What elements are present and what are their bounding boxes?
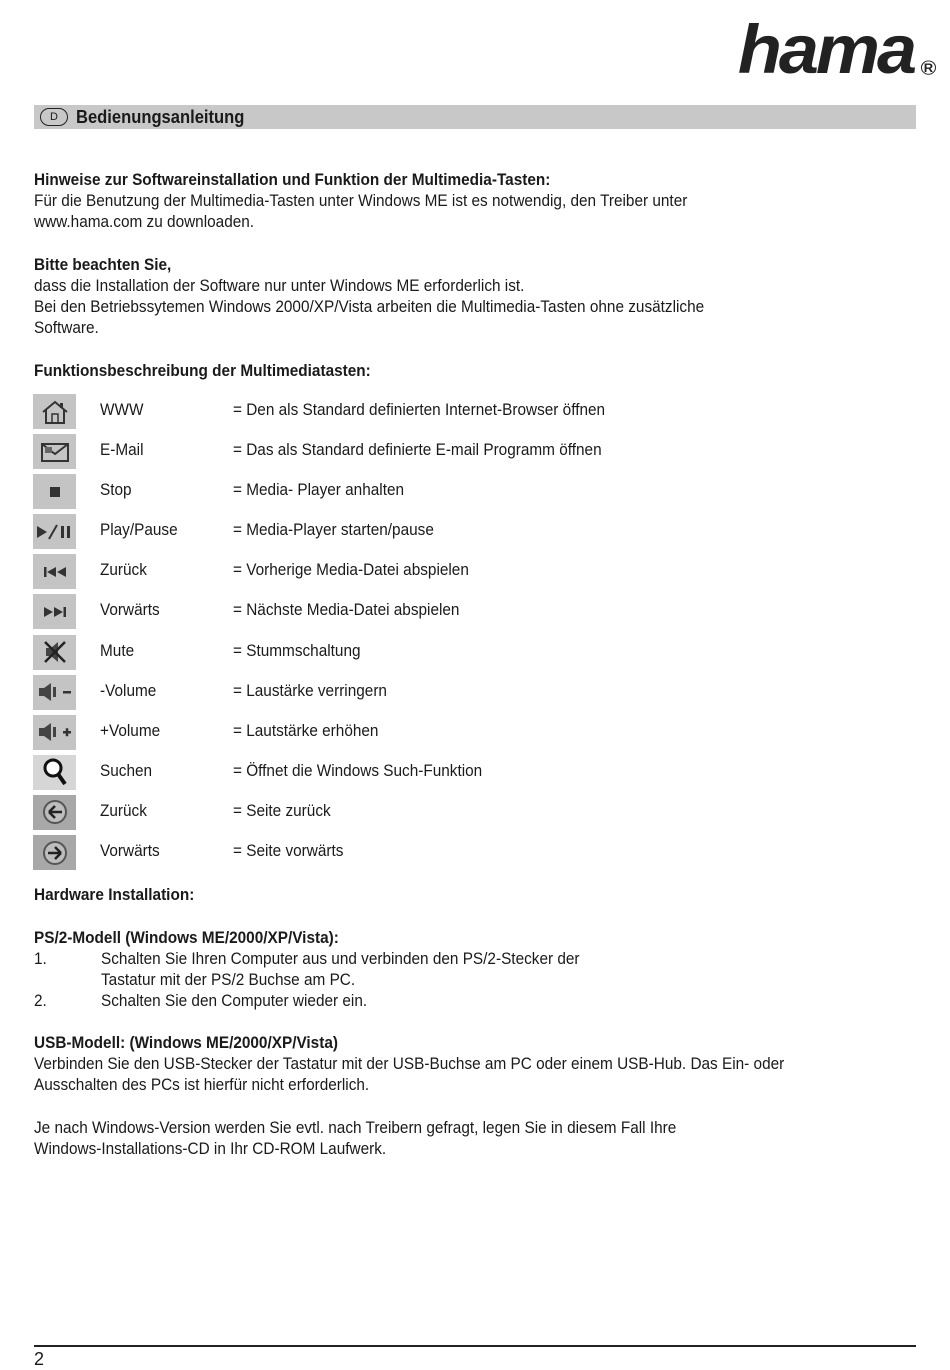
multimedia-key-table: [33, 392, 893, 873]
next-track-icon: [33, 594, 76, 629]
section-header-bar: [34, 105, 916, 129]
page-number: 2: [34, 1349, 45, 1369]
key-row: [33, 472, 893, 512]
mute-icon: [33, 635, 76, 670]
key-row: [33, 633, 893, 673]
intro-line: Für die Benutzung der Multimedia-Tasten unter Windows ME ist es notwendig, den Treiber unter: [34, 192, 688, 210]
key-name: +Volume: [100, 721, 161, 740]
section-title: Bedienungsanleitung: [76, 106, 245, 127]
hama-logo: [737, 11, 934, 88]
list-text: Tastatur mit der PS/2 Buchse am PC.: [101, 971, 356, 989]
key-description: = Lautstärke erhöhen: [233, 721, 379, 740]
key-description: = Media-Player starten/pause: [233, 521, 434, 540]
key-name: WWW: [100, 401, 144, 419]
key-name: -Volume: [100, 681, 157, 700]
key-row: [33, 833, 893, 873]
hardware-heading: Hardware Installation:: [34, 886, 195, 904]
hardware-section: [34, 885, 904, 906]
play-pause-icon: [33, 514, 76, 549]
key-description: = Nächste Media-Datei abspielen: [233, 601, 460, 620]
list-text: Schalten Sie den Computer wieder ein.: [101, 992, 368, 1010]
key-row: [33, 592, 893, 632]
key-description: = Seite zurück: [233, 801, 331, 820]
key-row: [33, 512, 893, 552]
key-description: = Laustärke verringern: [233, 681, 387, 700]
stop-icon: [33, 474, 76, 509]
key-description: = Seite vorwärts: [233, 842, 344, 861]
note-line: Software.: [34, 319, 99, 337]
key-name: Vorwärts: [100, 601, 160, 620]
list-item: [34, 991, 904, 1012]
key-row: [33, 793, 893, 833]
usb-line: Verbinden Sie den USB-Stecker der Tastatur mit der USB-Buchse am PC oder einem USB-Hub. Das Ein- oder: [34, 1055, 785, 1073]
key-row: [33, 552, 893, 592]
key-name: Mute: [100, 641, 135, 660]
keys-heading: Funktionsbeschreibung der Multimediatasten:: [34, 362, 371, 380]
intro-line: www.hama.com zu downloaden.: [34, 213, 255, 231]
key-description: = Vorherige Media-Datei abspielen: [233, 561, 469, 580]
list-number: 2.: [34, 992, 47, 1010]
key-name: Vorwärts: [100, 842, 160, 861]
key-name: Play/Pause: [100, 521, 178, 540]
keys-heading-block: [34, 361, 904, 382]
usb-section: [34, 1033, 904, 1096]
home-icon: [33, 394, 76, 429]
key-description: = Öffnet die Windows Such-Funktion: [233, 761, 483, 780]
previous-track-icon: [33, 554, 76, 589]
logo-text: hama: [737, 11, 914, 88]
ps2-heading: PS/2-Modell (Windows ME/2000/XP/Vista):: [34, 929, 339, 947]
ps2-section: [34, 928, 904, 1012]
intro-heading: Hinweise zur Softwareinstallation und Funktion der Multimedia-Tasten:: [34, 171, 551, 189]
mail-icon: [33, 434, 76, 469]
driver-note-section: [34, 1118, 904, 1160]
search-icon: [33, 755, 76, 790]
note-line: Bei den Betriebssytemen Windows 2000/XP/Vista arbeiten die Multimedia-Tasten ohne zusätzliche: [34, 298, 705, 316]
volume-down-icon: [33, 675, 76, 710]
driver-note-line: Je nach Windows-Version werden Sie evtl. nach Treibern gefragt, legen Sie in diesem Fall Ihre: [34, 1119, 677, 1137]
registered-mark: R: [921, 60, 936, 74]
list-text: Schalten Sie Ihren Computer aus und verbinden den PS/2-Stecker der: [101, 950, 580, 968]
key-description: = Stummschaltung: [233, 641, 361, 660]
list-item: [34, 949, 904, 991]
key-name: Stop: [100, 481, 132, 500]
intro-section: [34, 170, 904, 233]
usb-line: Ausschalten des PCs ist hierfür nicht erforderlich.: [34, 1076, 370, 1094]
key-row: [33, 753, 893, 793]
key-row: [33, 673, 893, 713]
note-heading: Bitte beachten Sie,: [34, 256, 172, 274]
back-arrow-icon: [33, 795, 76, 830]
key-row: [33, 432, 893, 472]
forward-arrow-icon: [33, 835, 76, 870]
key-name: E-Mail: [100, 441, 144, 460]
key-name: Zurück: [100, 561, 147, 580]
key-description: = Das als Standard definierte E-mail Programm öffnen: [233, 441, 602, 460]
key-name: Zurück: [100, 801, 147, 820]
driver-note-line: Windows-Installations-CD in Ihr CD-ROM Laufwerk.: [34, 1140, 387, 1158]
footer-divider: [34, 1345, 916, 1347]
key-description: = Media- Player anhalten: [233, 481, 405, 500]
language-badge: D: [40, 108, 68, 126]
volume-up-icon: [33, 715, 76, 750]
key-description: = Den als Standard definierten Internet-Browser öffnen: [233, 401, 606, 419]
key-row: [33, 392, 893, 432]
usb-heading: USB-Modell: (Windows ME/2000/XP/Vista): [34, 1034, 338, 1052]
key-row: [33, 713, 893, 753]
note-line: dass die Installation der Software nur unter Windows ME erforderlich ist.: [34, 277, 525, 295]
key-name: Suchen: [100, 761, 153, 780]
note-section: [34, 255, 904, 339]
list-number: 1.: [34, 950, 47, 968]
